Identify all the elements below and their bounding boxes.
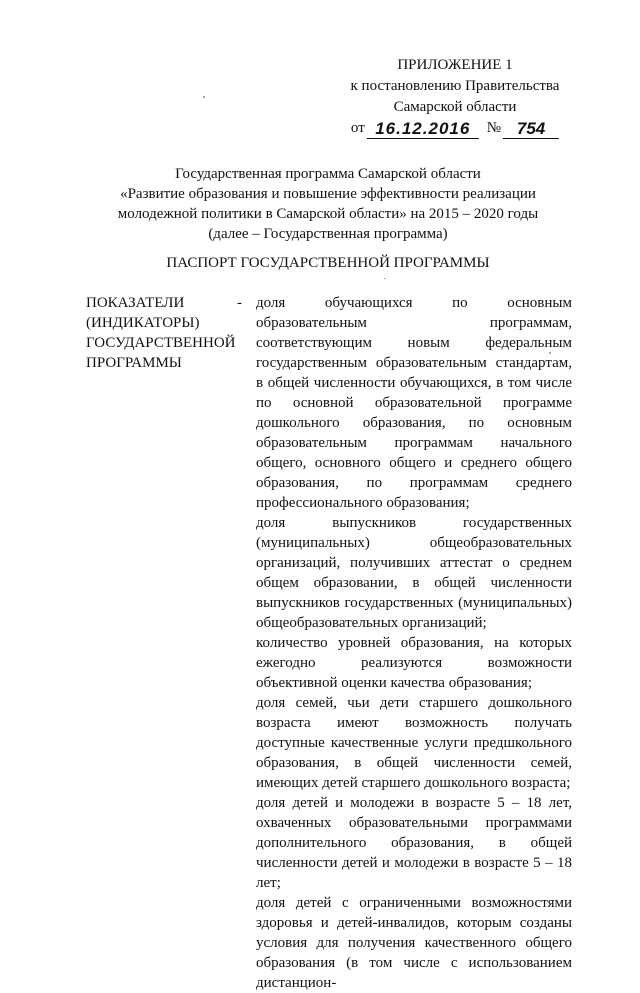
program-title-line-3: молодежной политики в Самарской области» на 2015 – 2020 годы <box>117 206 539 222</box>
indicators-list <box>256 293 572 993</box>
section-dash: - <box>237 295 242 311</box>
indicator-item: доля семей, чьи дети старшего дошкольного возраста имеют возможность получать доступные качественные услуги предшкольного образования, в общей численности семей, имеющих детей старшего дошкольного возраста; <box>256 695 572 791</box>
program-title-line-4: (далее – Государственная программа) <box>208 226 448 242</box>
program-title-line-1: Государственная программа Самарской области <box>175 166 481 182</box>
appendix-date-number-line <box>330 118 580 139</box>
program-title-line-2: «Развитие образования и повышение эффективности реализации <box>120 186 536 202</box>
indicator-item: доля выпускников государственных (муниципальных) общеобразовательных организаций, получивших аттестат о среднем общем образовании, в общей численности выпускников государственных (муниципальных) общеобразовательных организаций; <box>256 515 572 631</box>
indicator-item: доля детей с ограниченными возможностями здоровья и детей-инвалидов, которым созданы условия для получения качественного общего образования (в том числе с использованием дистанцион- <box>256 895 572 991</box>
appendix-region-line: Самарской области <box>393 99 517 115</box>
indicator-item: количество уровней образования, на которых ежегодно реализуются возможности объективной оценки качества образования; <box>256 635 572 691</box>
handwritten-number: 754 <box>503 120 559 139</box>
scan-speck <box>203 96 205 98</box>
program-title <box>90 164 566 244</box>
indicator-item: доля обучающихся по основным образовательным программам, соответствующим новым федеральным государственным образовательным стандартам, в общей численности обучающихся, в том числе по основной образовательной программе дошкольного образования, по основным образовательным программам начального общего, основного общего и среднего общего образования, по программам среднего профессионального образования; <box>256 295 572 511</box>
date-prefix: от <box>350 120 365 136</box>
section-label-line-4: ПРОГРАММЫ <box>86 355 182 371</box>
passport-heading: ПАСПОРТ ГОСУДАРСТВЕННОЙ ПРОГРАММЫ <box>166 255 490 271</box>
handwritten-date: 16.12.2016 <box>367 120 479 139</box>
appendix-resolution-line: к постановлению Правительства <box>350 78 560 94</box>
scan-speck <box>549 352 551 354</box>
number-prefix: № <box>486 120 502 136</box>
appendix-title: ПРИЛОЖЕНИЕ 1 <box>397 57 513 73</box>
section-label-line-2: (ИНДИКАТОРЫ) <box>86 315 200 331</box>
scan-speck <box>384 278 386 279</box>
indicators-section-label <box>86 293 236 373</box>
indicator-item: доля детей и молодежи в возрасте 5 – 18 лет, охваченных образовательными программами дополнительного образования, в общей численности детей и молодежи в возрасте 5 – 18 лет; <box>256 795 572 891</box>
section-label-line-1: ПОКАЗАТЕЛИ <box>86 295 185 311</box>
appendix-block <box>330 55 580 139</box>
section-label-line-3: ГОСУДАРСТВЕННОЙ <box>86 335 236 351</box>
